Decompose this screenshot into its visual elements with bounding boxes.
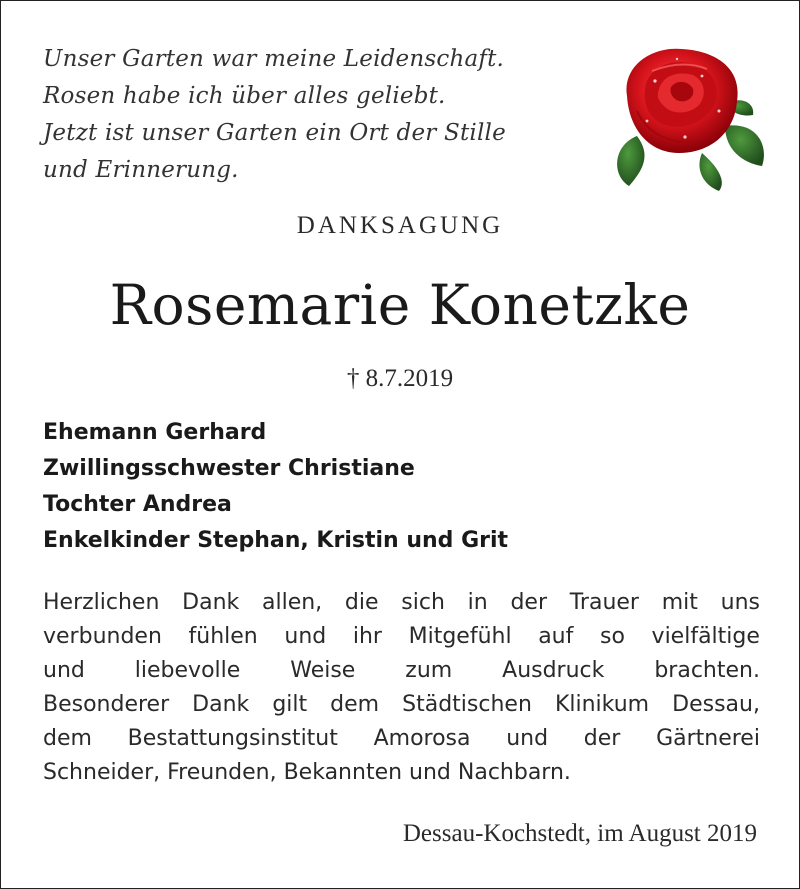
thanks-line (43, 586, 760, 620)
thanks-word: Mitgefühl (408, 624, 512, 649)
thanks-word: ihr (352, 624, 382, 649)
thanks-word: mit (661, 590, 698, 615)
thanks-word: und (43, 658, 85, 683)
thanks-word: der (583, 726, 621, 751)
death-date: † 8.7.2019 (346, 365, 454, 392)
thanks-line (43, 620, 760, 654)
verse-line: Jetzt ist unser Garten ein Ort der Stille (43, 120, 506, 146)
thanks-word: Amorosa (373, 726, 471, 751)
thanks-word: sich (401, 590, 445, 615)
deceased-name: Rosemarie Konetzke (109, 273, 691, 337)
thanks-word: Dank (192, 692, 250, 717)
thanks-line: Schneider, Freunden, Bekannten und Nachbarn. (43, 760, 571, 785)
thanks-word: liebevolle (134, 658, 241, 683)
place-and-date: Dessau-Kochstedt, im August 2019 (402, 820, 757, 847)
thanks-line (43, 654, 760, 688)
thanks-word: Weise (290, 658, 356, 683)
thanks-word: Dessau, (672, 692, 760, 717)
thanks-word: allen, (262, 590, 323, 615)
memorial-verse (43, 41, 506, 189)
thanks-word: auf (538, 624, 574, 649)
thanks-word: vielfältige (651, 624, 760, 649)
thanks-word: Trauer (569, 590, 639, 615)
thanks-word: verbunden (43, 624, 162, 649)
mourners-list (43, 415, 508, 559)
mourner-entry: Tochter Andrea (43, 492, 232, 517)
thanks-word: so (600, 624, 625, 649)
notice-heading: DANKSAGUNG (296, 212, 504, 239)
verse-line: und Erinnerung. (43, 157, 239, 183)
thanks-word: Ausdruck (502, 658, 605, 683)
thanks-word: uns (720, 590, 760, 615)
thanks-word: Dank (182, 590, 240, 615)
thanks-word: dem (330, 692, 380, 717)
thanks-word: Bestattungsinstitut (127, 726, 338, 751)
verse-line: Rosen habe ich über alles geliebt. (43, 83, 446, 109)
thanks-word: fühlen (188, 624, 258, 649)
thanks-word: und (506, 726, 549, 751)
thanks-word: Klinikum (554, 692, 650, 717)
thanks-word: die (344, 590, 379, 615)
thanks-word: gilt (272, 692, 308, 717)
mourner-entry: Enkelkinder Stephan, Kristin und Grit (43, 528, 509, 553)
thanks-word: Besonderer (43, 692, 170, 717)
verse-line: Unser Garten war meine Leidenschaft. (43, 46, 505, 72)
mourner-entry: Zwillingsschwester Christiane (43, 456, 415, 481)
thanks-word: Gärtnerei (656, 726, 760, 751)
thanks-word: zum (405, 658, 453, 683)
thanks-word: dem (43, 726, 92, 751)
thanks-line (43, 722, 760, 756)
thanks-word: der (510, 590, 547, 615)
thanks-word: Städtischen (402, 692, 532, 717)
thanks-word: brachten. (654, 658, 760, 683)
thanks-word: und (284, 624, 327, 649)
thanks-word: Herzlichen (43, 590, 160, 615)
thanks-word: in (467, 590, 488, 615)
mourner-entry: Ehemann Gerhard (43, 420, 267, 445)
thanks-paragraph (43, 586, 760, 790)
red-rose-icon (607, 41, 772, 191)
thanks-line (43, 688, 760, 722)
